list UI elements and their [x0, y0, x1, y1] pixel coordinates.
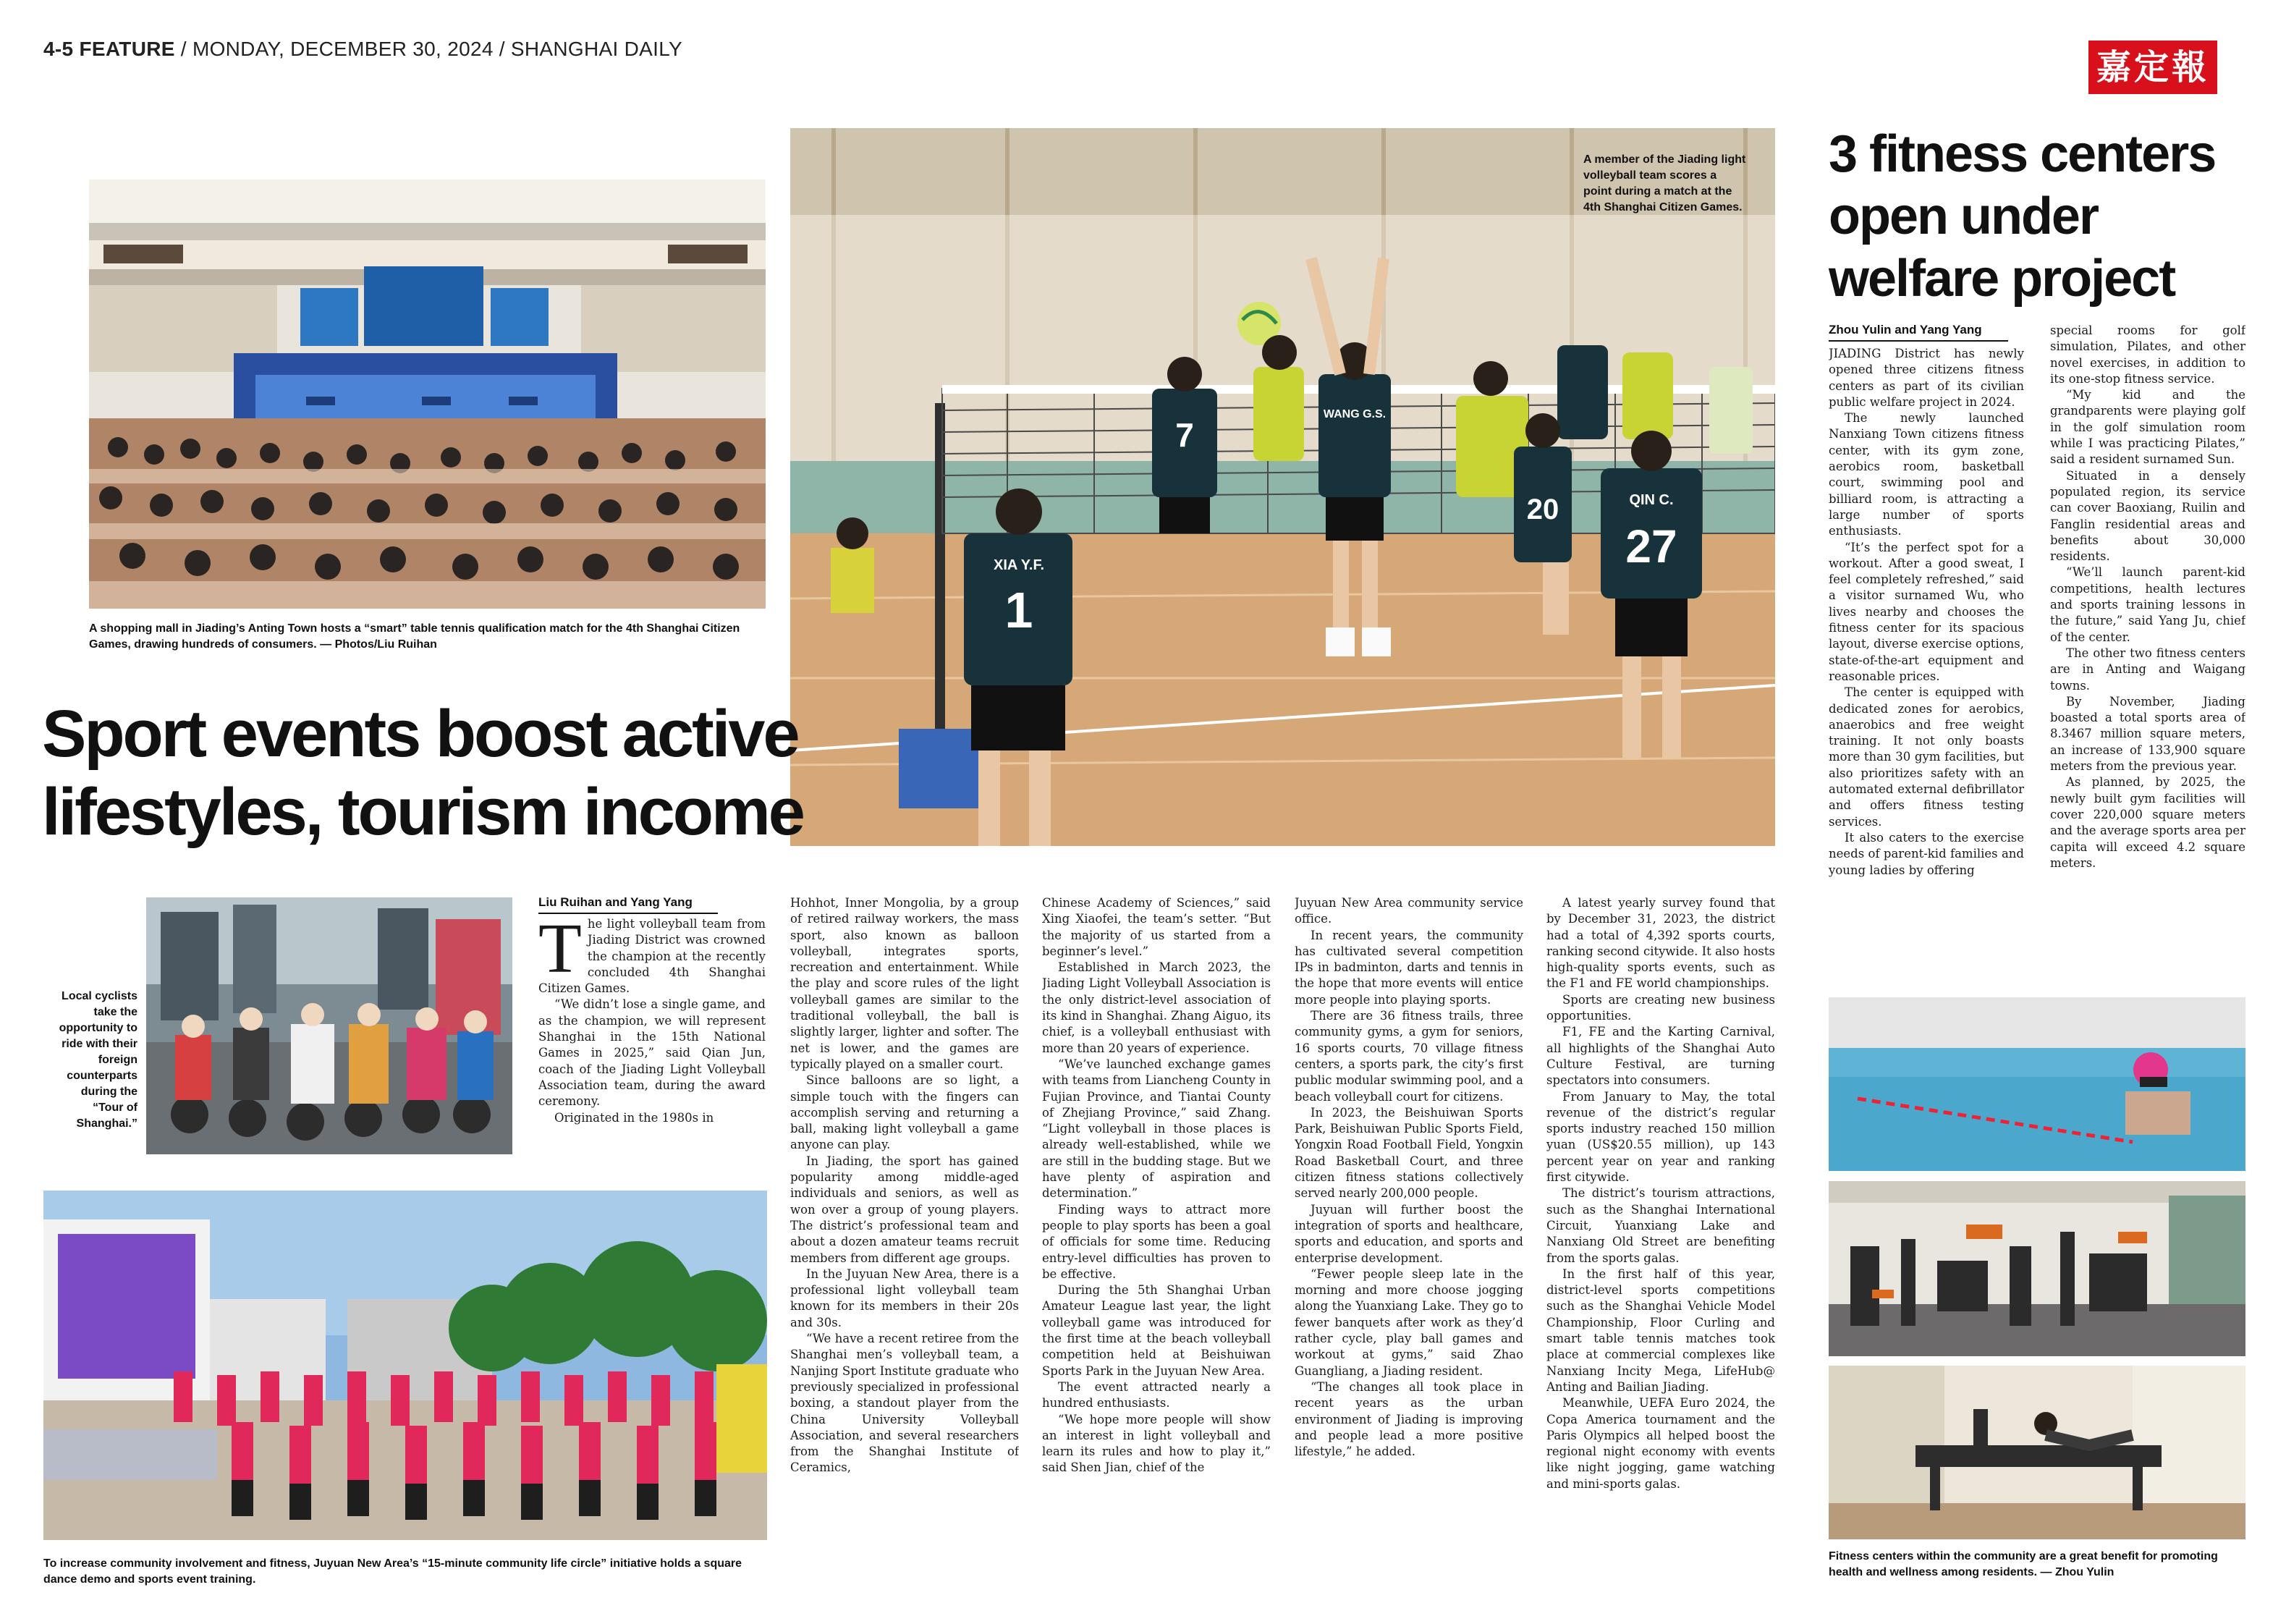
masthead-logo: 嘉定報 — [2088, 41, 2217, 94]
story1-byline: Liu Ruihan and Yang Yang — [538, 895, 718, 914]
swimming-pool-photo — [1829, 997, 2245, 1171]
jersey-name-5: WANG G.S. — [1323, 408, 1387, 420]
story1-headline: Sport events boost active lifestyles, tourism income — [42, 697, 803, 849]
volleyball-photo-caption: A member of the Jiading light volleyball team scores a point during a match at the 4th Shanghai Citizen Games. — [1583, 153, 1746, 213]
square-dance-photo — [43, 1190, 767, 1540]
mall-table-tennis-photo — [89, 179, 766, 609]
fitness-photos-caption: Fitness centers within the community are a great benefit for promoting health and wellness among residents. — Zhou Yulin — [1829, 1550, 2218, 1578]
pilates-room-photo — [1829, 1366, 2245, 1539]
gym-room-photo — [1829, 1181, 2245, 1356]
story1-column-1: T he light volleyball team from Jiading District was crowned the champion at the recently concluded 4th Shanghai Citizen Games. “We didn’t lose a single game, and as the champion, we will represent Shanghai in the 15th National Games in 2025,” said Qian Jun, coach of the Jiading Light Volleyball Association team, during the award ceremony. Originated in the 1980s in — [538, 916, 766, 1125]
story2-column-1: JIADING District has newly opened three citizens fitness centers as part of its civilian public welfare project in 2024. The newly launched Nanxiang Town citizens fitness center, with its gym zone, aerobics room, basketball court, swimming pool and billiard room, is attracting a large number of sports enthusiasts. “It’s the perfect spot for a workout. After a good sweat, I feel completely refreshed,” said a visitor surnamed Wu, who lives nearby and chooses the fitness center for its spacious layout, diverse exercise options, state-of-the-art equipment and reasonable prices. The center is equipped with dedicated zones for aerobics, anaerobics and free weight training. It not only boasts more than 30 gym facilities, but also prioritizes safety with an automated external defibrillator and offers fitness testing services. It also caters to the exercise needs of parent-kid families and young ladies by offering — [1829, 347, 2024, 877]
jersey-name-1: XIA Y.F. — [993, 557, 1045, 573]
story2-byline: Zhou Yulin and Yang Yang — [1829, 323, 2008, 342]
jersey-number-4: 20 — [1526, 494, 1559, 525]
dropcap: T — [538, 916, 582, 988]
square-dance-caption: To increase community involvement and fitness, Juyuan New Area’s “15-minute community life circle” initiative holds a square dance demo and sports event training. — [43, 1557, 742, 1586]
story1-column-5: A latest yearly survey found that by December 31, 2023, the district had a total of 4,392 sports courts, ranking second citywide. It also hosts high-quality sports events, such as the F1 and FE world championships. Sports are creating new business opportunities. F1, FE and the Karting Carnival, all highlights of the Shanghai Auto Culture Festival, are turning spectators into consumers. From January to May, the total revenue of the district’s regular sports industry reached 150 million yuan (US$20.55 million), up 143 percent year on year and ranking first citywide. The district’s tourism attractions, such as the Shanghai International Circuit, Yuanxiang Lake and Nanxiang Old Street are benefiting from the sports galas. In the first half of this year, district-level sports competitions such as the Shanghai Vehicle Model Championship, Floor Curling and smart table tennis matches took place at commercial complexes like Nanxiang Incity Mega, LifeHub@ Anting and Bailian Jiading. Meanwhile, UEFA Euro 2024, the Copa America tournament and the Paris Olympics all helped boost the regional night economy with events like night jogging, game watching and mini-sports galas. — [1546, 896, 1775, 1491]
section-name: FEATURE — [79, 38, 175, 60]
cyclists-photo-caption: Local cyclists take the opportunity to ride with their foreign counterparts during the “Tour of Shanghai.” — [59, 990, 137, 1130]
story2-headline: 3 fitness centers open under welfare project — [1829, 125, 2216, 308]
folio-line: 4-5 FEATURE / MONDAY, DECEMBER 30, 2024 / SHANGHAI DAILY — [43, 38, 682, 60]
volleyball-match-photo — [790, 128, 1775, 846]
jersey-number-1: 1 — [1004, 582, 1033, 638]
story1-column-3: Chinese Academy of Sciences,” said Xing Xiaofei, the team’s setter. “But the majority of us started from a beginner’s level.” Established in March 2023, the Jiading Light Volleyball Association is the only district-level association of its kind in Shanghai. Zhang Aiguo, its chief, is a volleyball enthusiast with more than 20 years of experience. “We’ve launched exchange games with teams from Liancheng County in Fujian Province, and Tiantai County of Zhejiang Province,” said Zhang. “Light volleyball in those places is already well-established, while we are still in the budding stage. But we have plenty of aspiration and determination.” Finding ways to attract more people to play sports has been a goal of officials for some time. Reducing entry-level difficulties has proven to be effective. During the 5th Shanghai Urban Amateur League last year, the light volleyball game was introduced for the first time at the beach volleyball competition held at Beishuiwan Sports Park in the Juyuan New Area. The event attracted nearly a hundred enthusiasts. “We hope more people will show an interest in light volleyball and learn its rules and how to play it,” said Shen Jian, chief of the — [1042, 896, 1271, 1475]
jersey-number-2: 27 — [1625, 520, 1677, 572]
cyclists-photo — [146, 897, 512, 1154]
story1-column-2: Hohhot, Inner Mongolia, by a group of retired railway workers, the mass sport, also known as balloon volleyball, integrates sports, recreation and entertainment. While the play and score rules of the light volleyball games are similar to the traditional volleyball, the ball is slightly larger, lighter and softer. The net is lower, and the games are typically played on a smaller court. Since balloons are so light, a simple touch with the fingers can accomplish serving and returning a ball, making light volleyball a game anyone can play. In Jiading, the sport has gained popularity among middle-aged individuals and seniors, as well as won over a group of young players. The district’s professional team and about a dozen amateur teams recruit members from different age groups. In the Juyuan New Area, there is a professional light volleyball team known for its members in their 20s and 30s. “We have a recent retiree from the Shanghai men’s volleyball team, a Nanjing Sport Institute graduate who previously specialized in professional boxing, a standout player from the China University Volleyball Association, and several researchers from the Shanghai Institute of Ceramics, — [790, 896, 1019, 1475]
jersey-name-2: QIN C. — [1629, 492, 1674, 508]
story2-column-2: special rooms for golf simulation, Pilates, and other novel exercises, in addition to its one-stop fitness service. “My kid and the grandparents were playing golf in the golf simulation room while I was practicing Pilates,” said a resident surnamed Sun. Situated in a densely populated region, its service can cover Baoxiang, Ruilin and Fanglin residential areas and benefits about 30,000 residents. “We’ll launch parent-kid competitions, health lectures and sports training lessons in the future,” said Yang Ju, chief of the center. The other two fitness centers are in Anting and Waigang towns. By November, Jiading boasted a total sports area of 8.3467 million square meters, an increase of 133,900 square meters from the previous year. As planned, by 2025, the newly built gym facilities will cover 220,000 square meters and the average sports area per capita will exceed 4.2 square meters. — [2050, 323, 2245, 870]
jersey-number-3: 7 — [1175, 416, 1194, 454]
story1-column-4: Juyuan New Area community service office. In recent years, the community has cultivated several competition IPs in badminton, darts and tennis in the hope that more events will entice more people into playing sports. There are 36 fitness trails, three community gyms, a gym for seniors, 16 sports courts, 70 village fitness centers, a sports park, the city’s first public modular swimming pool, and a beach volleyball court for citizens. In 2023, the Beishuiwan Sports Park, Beishuiwan Public Sports Field, Yongxin Road Football Field, Yongxin Road Basketball Court, and three citizen fitness stations collectively served nearly 200,000 people. Juyuan will further boost the integration of sports and healthcare, sports and education, and sports and enterprise development. “Fewer people sleep late in the morning and more choose jogging along the Yuanxiang Lake. They go to fewer banquets after work as they’d rather cycle, play ball games and workout at gyms,” said Zhao Guangliang, a Jiading resident. “The changes all took place in recent years as the urban environment of Jiading is improving and people lead a more positive lifestyle,” he added. — [1295, 896, 1523, 1459]
date-line: / MONDAY, DECEMBER 30, 2024 / SHANGHAI DAILY — [174, 38, 682, 60]
mall-photo-caption: A shopping mall in Jiading’s Anting Town hosts a “smart” table tennis qualification match for the 4th Shanghai Citizen Games, drawing hundreds of consumers. — Photos/Liu Ruihan — [89, 622, 740, 651]
